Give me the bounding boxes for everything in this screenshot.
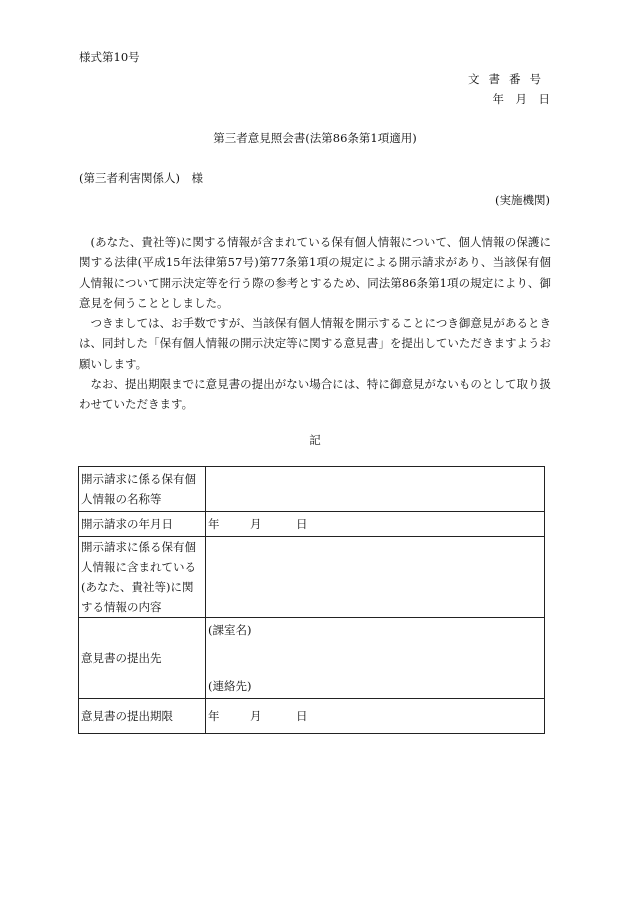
paragraph-1: (あなた、貴社等)に関する情報が含まれている保有個人情報について、個人情報の保護に関する法律(平成15年法律第57号)第77条第1項の規定による開示請求があり、当該保有個人情報について開示決定等を行う際の参考とするため、同法第86条第1項の規定により、御意見を伺うこととしました。 <box>79 235 551 310</box>
document-number: 文書番号 <box>468 72 550 86</box>
submit-to-label: 意見書の提出先 <box>79 618 206 699</box>
request-date-label: 開示請求の年月日 <box>79 512 206 537</box>
ki-heading: 記 <box>309 433 321 447</box>
request-month: 月 <box>250 517 262 531</box>
info-content-value <box>206 537 545 618</box>
table-row <box>79 512 545 537</box>
request-year: 年 <box>208 517 220 531</box>
info-name-label: 開示請求に係る保有個人情報の名称等 <box>79 467 206 512</box>
paragraph-3: なお、提出期限までに意見書の提出がない場合には、特に御意見がないものとして取り扱わせていただきます。 <box>79 377 551 412</box>
deadline-value <box>206 699 545 734</box>
body-text <box>79 232 551 415</box>
submit-to-value <box>206 618 545 699</box>
record-table <box>78 466 545 734</box>
paragraph-2: つきましては、お手数ですが、当該保有個人情報を開示することにつき御意見があるときは、同封した「保有個人情報の開示決定等に関する意見書」を提出していただきますようお願いします。 <box>79 316 551 371</box>
contact: (連絡先) <box>208 679 252 693</box>
deadline-year: 年 <box>208 709 220 723</box>
issue-date: 年 月 日 <box>492 92 550 106</box>
request-day: 日 <box>296 517 308 531</box>
form-number: 様式第10号 <box>79 50 140 64</box>
deadline-label: 意見書の提出期限 <box>79 699 206 734</box>
addressee: (第三者利害関係人) 様 <box>79 171 203 185</box>
table-row <box>79 537 545 618</box>
document-title: 第三者意見照会書(法第86条第1項適用) <box>213 131 417 145</box>
info-content-label: 開示請求に係る保有個人情報に含まれている(あなた、貴社等)に関する情報の内容 <box>79 537 206 618</box>
table-row <box>79 467 545 512</box>
issuing-agency: (実施機関) <box>495 193 550 207</box>
deadline-day: 日 <box>296 709 308 723</box>
table-row <box>79 699 545 734</box>
table-row <box>79 618 545 699</box>
section-name: (課室名) <box>208 623 252 637</box>
request-date-value <box>206 512 545 537</box>
deadline-month: 月 <box>250 709 262 723</box>
info-name-value <box>206 467 545 512</box>
